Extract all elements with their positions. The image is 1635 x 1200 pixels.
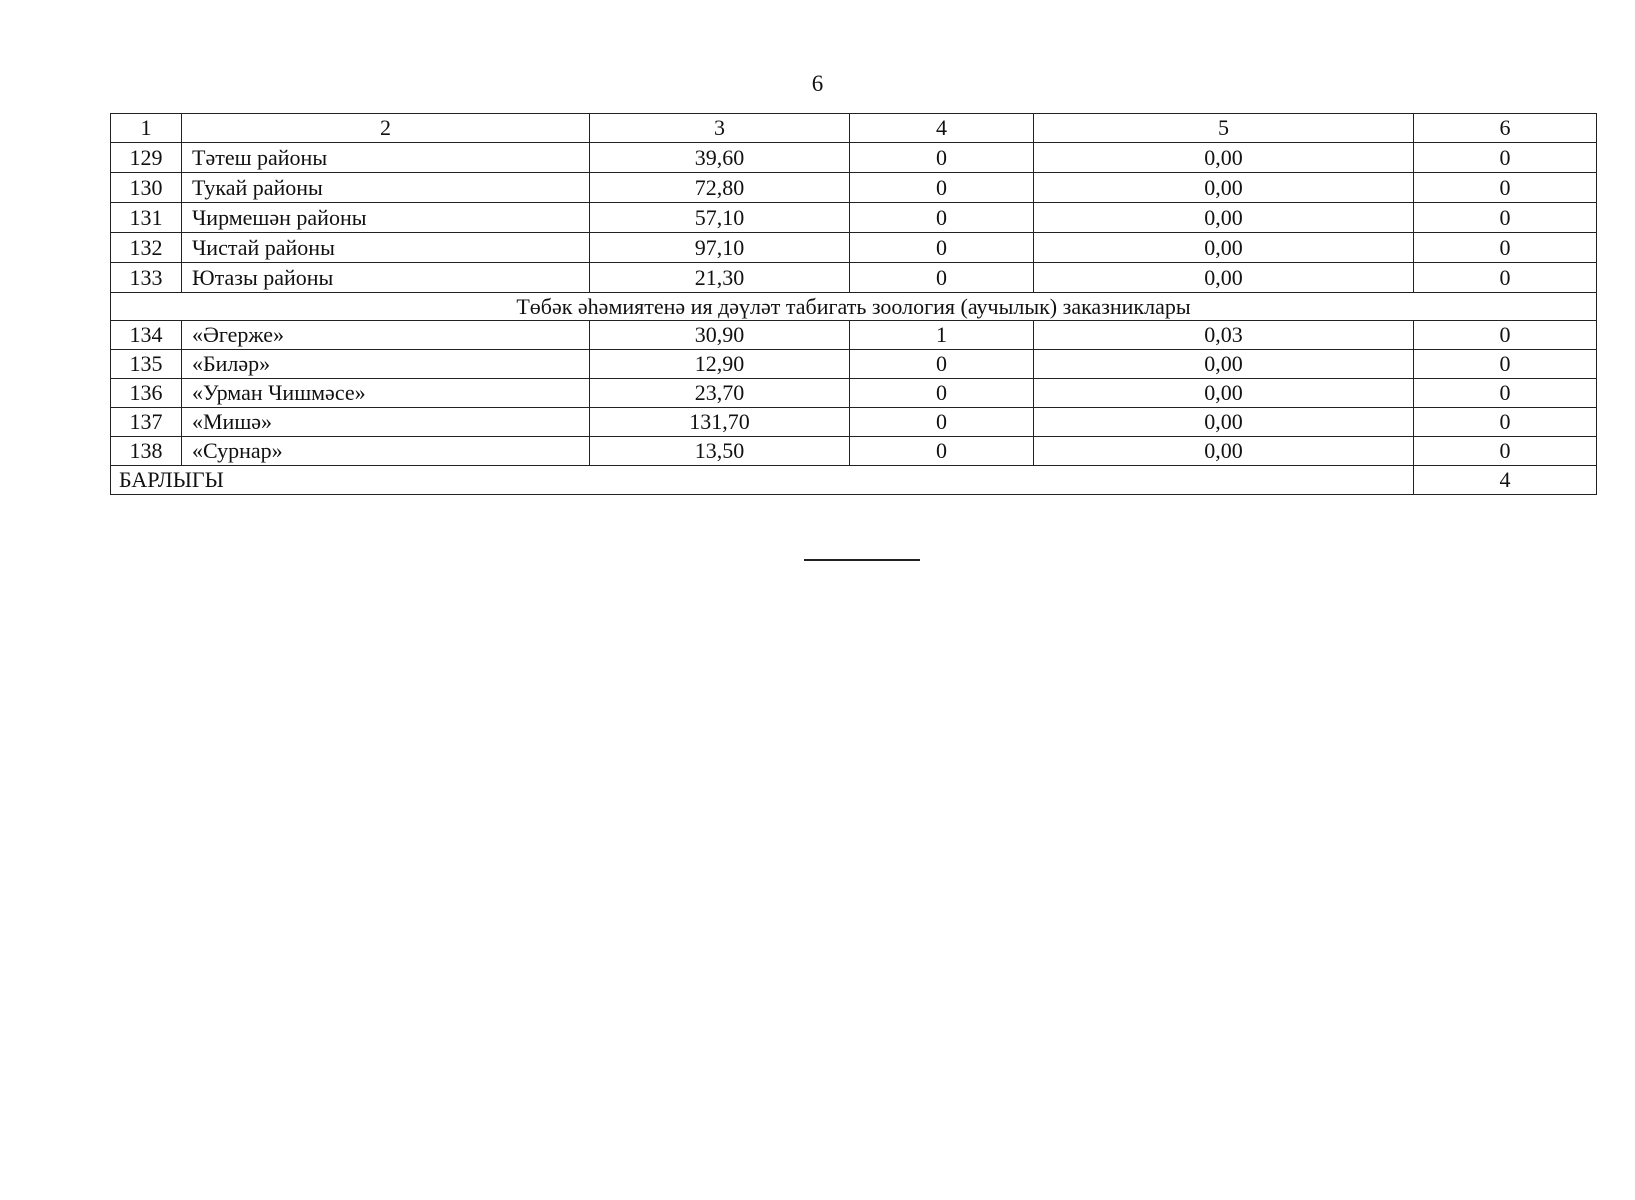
district-name-cell: Чирмешән районы [182, 203, 590, 233]
header-cell-2: 2 [182, 114, 590, 143]
value-cell-3: 21,30 [590, 263, 850, 293]
section-title: Төбәк әһәмиятенә ия дәүләт табигать зоология (аучылык) заказниклары [111, 293, 1597, 321]
value-cell-6: 0 [1414, 173, 1597, 203]
value-cell-3: 30,90 [590, 321, 850, 350]
end-of-document-rule [804, 559, 920, 561]
reserve-name-cell: «Сурнар» [182, 437, 590, 466]
value-cell-4: 0 [850, 143, 1034, 173]
reserve-name-cell: «Мишә» [182, 408, 590, 437]
value-cell-4: 0 [850, 350, 1034, 379]
value-cell-5: 0,00 [1034, 263, 1414, 293]
value-cell-4: 0 [850, 408, 1034, 437]
table-row [111, 321, 1597, 350]
value-cell-3: 57,10 [590, 203, 850, 233]
header-cell-6: 6 [1414, 114, 1597, 143]
value-cell-3: 72,80 [590, 173, 850, 203]
row-number-cell: 134 [111, 321, 182, 350]
district-name-cell: Чистай районы [182, 233, 590, 263]
district-name-cell: Тукай районы [182, 173, 590, 203]
value-cell-3: 39,60 [590, 143, 850, 173]
row-number-cell: 135 [111, 350, 182, 379]
total-label: БАРЛЫГЫ [111, 466, 1414, 495]
value-cell-4: 1 [850, 321, 1034, 350]
value-cell-5: 0,00 [1034, 408, 1414, 437]
value-cell-3: 97,10 [590, 233, 850, 263]
value-cell-5: 0,00 [1034, 437, 1414, 466]
value-cell-6: 0 [1414, 203, 1597, 233]
reserve-name-cell: «Әгерже» [182, 321, 590, 350]
table-row [111, 350, 1597, 379]
value-cell-5: 0,00 [1034, 350, 1414, 379]
row-number-cell: 132 [111, 233, 182, 263]
district-name-cell: Ютазы районы [182, 263, 590, 293]
data-table [110, 113, 1597, 495]
value-cell-6: 0 [1414, 437, 1597, 466]
value-cell-5: 0,03 [1034, 321, 1414, 350]
value-cell-3: 23,70 [590, 379, 850, 408]
reserve-name-cell: «Биләр» [182, 350, 590, 379]
table-row [111, 379, 1597, 408]
row-number-cell: 129 [111, 143, 182, 173]
district-name-cell: Тәтеш районы [182, 143, 590, 173]
value-cell-6: 0 [1414, 350, 1597, 379]
value-cell-4: 0 [850, 233, 1034, 263]
value-cell-6: 0 [1414, 408, 1597, 437]
header-cell-1: 1 [111, 114, 182, 143]
section-header-row [111, 293, 1597, 321]
value-cell-6: 0 [1414, 233, 1597, 263]
value-cell-4: 0 [850, 173, 1034, 203]
row-number-cell: 136 [111, 379, 182, 408]
value-cell-4: 0 [850, 437, 1034, 466]
value-cell-5: 0,00 [1034, 143, 1414, 173]
value-cell-6: 0 [1414, 379, 1597, 408]
page-number: 6 [811, 71, 824, 96]
value-cell-5: 0,00 [1034, 233, 1414, 263]
value-cell-3: 12,90 [590, 350, 850, 379]
value-cell-4: 0 [850, 379, 1034, 408]
table-row [111, 233, 1597, 263]
table-row [111, 437, 1597, 466]
value-cell-5: 0,00 [1034, 203, 1414, 233]
row-number-cell: 137 [111, 408, 182, 437]
header-cell-4: 4 [850, 114, 1034, 143]
value-cell-6: 0 [1414, 263, 1597, 293]
table-row [111, 263, 1597, 293]
header-cell-3: 3 [590, 114, 850, 143]
value-cell-6: 0 [1414, 143, 1597, 173]
value-cell-5: 0,00 [1034, 173, 1414, 203]
total-row [111, 466, 1597, 495]
table-row [111, 143, 1597, 173]
value-cell-4: 0 [850, 203, 1034, 233]
header-cell-5: 5 [1034, 114, 1414, 143]
total-value: 4 [1414, 466, 1597, 495]
row-number-cell: 131 [111, 203, 182, 233]
value-cell-3: 13,50 [590, 437, 850, 466]
table-header-row [111, 114, 1597, 143]
row-number-cell: 133 [111, 263, 182, 293]
value-cell-5: 0,00 [1034, 379, 1414, 408]
row-number-cell: 138 [111, 437, 182, 466]
reserve-name-cell: «Урман Чишмәсе» [182, 379, 590, 408]
value-cell-4: 0 [850, 263, 1034, 293]
row-number-cell: 130 [111, 173, 182, 203]
table-row [111, 173, 1597, 203]
value-cell-3: 131,70 [590, 408, 850, 437]
table-row [111, 203, 1597, 233]
value-cell-6: 0 [1414, 321, 1597, 350]
table-row [111, 408, 1597, 437]
